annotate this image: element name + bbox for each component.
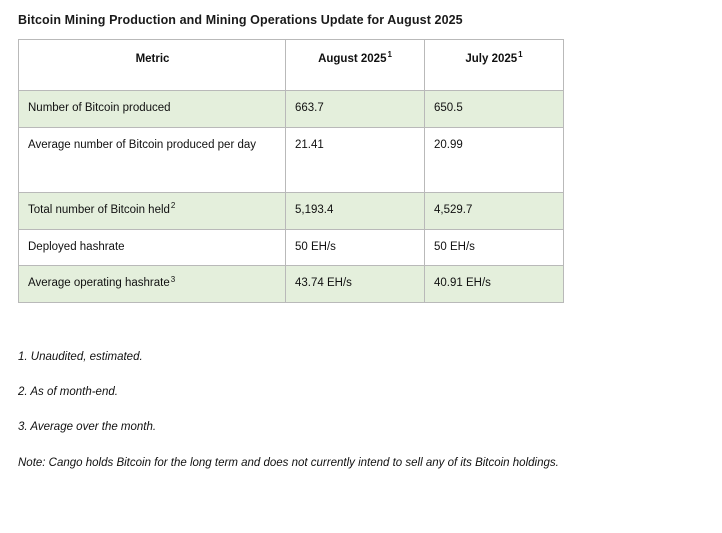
row-august-value: 50 EH/s — [286, 229, 425, 266]
metric-text: Number of Bitcoin produced — [28, 102, 171, 114]
metric-footnote-marker — [256, 136, 257, 145]
metric-footnote-marker: 3 — [170, 274, 176, 284]
metric-footnote-marker — [125, 238, 126, 247]
row-august-value: 663.7 — [286, 91, 425, 128]
column-header-august — [286, 40, 425, 91]
table-header-row — [19, 40, 564, 91]
footnote-3: 3. Average over the month. — [18, 421, 157, 434]
column-header-august-label: August 2025 — [318, 53, 387, 65]
row-august-value: 43.74 EH/s — [286, 266, 425, 303]
row-august-value: 21.41 — [286, 127, 425, 192]
table-row — [19, 192, 564, 229]
metric-footnote-marker — [171, 99, 172, 108]
column-header-july-label: July 2025 — [465, 53, 518, 65]
metric-text: Total number of Bitcoin held — [28, 203, 170, 216]
row-july-value: 20.99 — [425, 127, 564, 192]
row-july-value: 50 EH/s — [425, 229, 564, 266]
metric-text: Average operating hashrate — [28, 277, 170, 290]
column-header-july-footnote-marker: 1 — [518, 50, 523, 60]
row-july-value: 4,529.7 — [425, 192, 564, 229]
row-metric-label — [19, 266, 286, 303]
table-row — [19, 127, 564, 192]
column-header-metric: Metric — [19, 40, 286, 91]
footnotes-section — [18, 349, 704, 470]
table-row — [19, 229, 564, 266]
row-metric-label — [19, 91, 286, 128]
footnote-note: Note: Cango holds Bitcoin for the long term and does not currently intend to sell any of its Bitcoin holdings. — [18, 456, 559, 469]
table-row — [19, 266, 564, 303]
row-july-value: 40.91 EH/s — [425, 266, 564, 303]
footnote-1: 1. Unaudited, estimated. — [18, 351, 143, 364]
column-header-july — [425, 40, 564, 91]
table-row — [19, 91, 564, 128]
page-title: Bitcoin Mining Production and Mining Operations Update for August 2025 — [18, 13, 463, 27]
column-header-august-footnote-marker: 1 — [387, 50, 392, 60]
row-july-value: 650.5 — [425, 91, 564, 128]
row-metric-label — [19, 229, 286, 266]
row-metric-label — [19, 127, 286, 192]
row-metric-label — [19, 192, 286, 229]
bitcoin-production-table — [18, 39, 564, 303]
footnote-2: 2. As of month-end. — [18, 386, 118, 399]
metric-text: Average number of Bitcoin produced per day — [28, 138, 257, 151]
metric-footnote-marker: 2 — [170, 200, 176, 210]
row-august-value: 5,193.4 — [286, 192, 425, 229]
metric-text: Deployed hashrate — [28, 240, 125, 253]
